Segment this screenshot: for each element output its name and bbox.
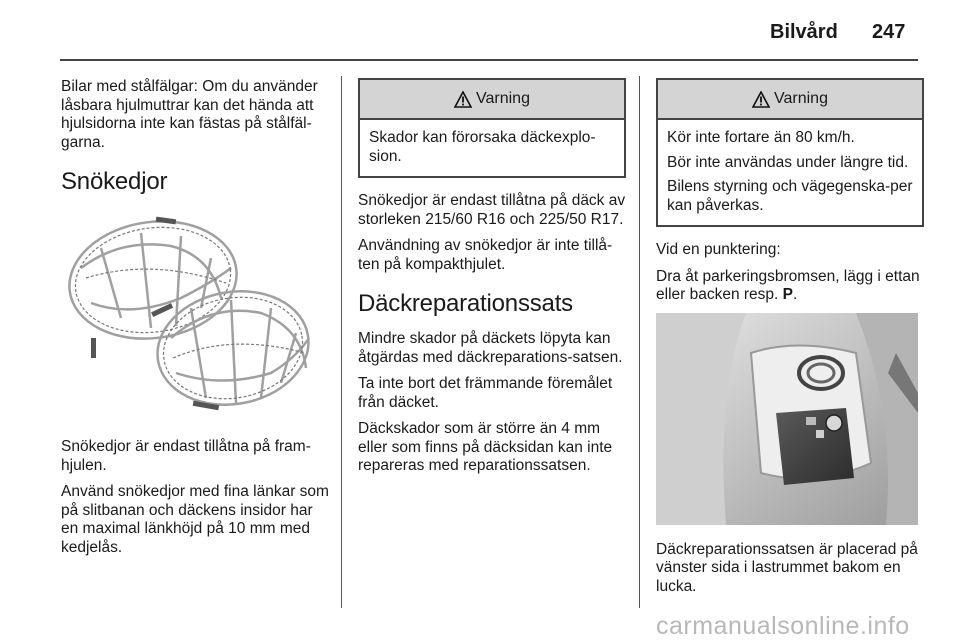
warning-item: Bör inte användas under längre tid. bbox=[667, 153, 909, 171]
warning-text: Skador kan förorsaka däckexplo-sion. bbox=[369, 129, 596, 165]
snow-chains-paragraph-1: Snökedjor är endast tillåtna på fram-hjulen. bbox=[61, 438, 311, 474]
warning-body bbox=[360, 120, 624, 176]
warning-header bbox=[360, 80, 624, 120]
warning-item: Kör inte fortare än 80 km/h. bbox=[667, 129, 855, 146]
repair-kit-location-photo bbox=[656, 313, 918, 525]
instruction-text: Dra åt parkeringsbromsen, lägg i ettan eller backen resp. bbox=[656, 267, 920, 303]
warning-triangle-icon bbox=[752, 91, 770, 108]
repair-kit-paragraph-3: Däckskador som är större än 4 mm eller som finns på däcksidan kan inte repareras med reparationssatsen. bbox=[358, 420, 613, 474]
repair-kit-paragraph-1: Mindre skador på däckets löpyta kan åtgärdas med däckreparations-satsen. bbox=[358, 330, 623, 366]
page-number: 247 bbox=[872, 21, 906, 43]
column-2 bbox=[358, 78, 626, 484]
warning-item: Bilens styrning och vägegenska-per kan påverkas. bbox=[667, 178, 913, 214]
warning-title: Varning bbox=[476, 89, 530, 107]
warning-box bbox=[656, 78, 924, 227]
instruction-end: . bbox=[793, 286, 798, 303]
repair-kit-location-caption: Däckreparationssatsen är placerad på vänster sida i lastrummet bakom en lucka. bbox=[656, 540, 918, 595]
warning-body bbox=[658, 120, 922, 225]
watermark: carmanualsonline.info bbox=[656, 612, 910, 640]
section-heading-snow-chains: Snökedjor bbox=[61, 168, 168, 195]
chapter-title: Bilvård bbox=[770, 21, 838, 43]
column-1 bbox=[61, 78, 329, 565]
snow-chains-illustration bbox=[61, 208, 323, 422]
parking-brake-instruction bbox=[656, 268, 924, 305]
warning-title: Varning bbox=[774, 89, 828, 107]
warning-header bbox=[658, 80, 922, 120]
header-divider bbox=[60, 59, 918, 61]
column-3 bbox=[656, 78, 924, 604]
warning-box bbox=[358, 78, 626, 178]
puncture-intro: Vid en punktering: bbox=[656, 241, 781, 258]
warning-triangle-icon bbox=[454, 91, 472, 108]
column-divider-2 bbox=[639, 76, 640, 608]
tire-size-paragraph: Snökedjor är endast tillåtna på däck av storleken 215/60 R16 och 225/50 R17. bbox=[358, 192, 626, 228]
repair-kit-paragraph-2: Ta inte bort det främmande föremålet från däcket. bbox=[358, 375, 613, 411]
column-divider-1 bbox=[341, 76, 342, 608]
gear-p-label: P bbox=[782, 286, 793, 303]
section-heading-repair-kit: Däckreparationssats bbox=[358, 290, 573, 317]
compact-wheel-paragraph: Användning av snökedjor är inte tillå-ten på kompakthjulet. bbox=[358, 237, 613, 273]
snow-chains-paragraph-2: Använd snökedjor med fina länkar som på slitbanan och däckens insidor har en maximal länkhöjd på 10 mm med kedjelås. bbox=[61, 483, 329, 556]
intro-paragraph: Bilar med stålfälgar: Om du använder låsbara hjulmuttrar kan det hända att hjulsidorna inte kan fästas på stålfäl-garna. bbox=[61, 78, 318, 151]
